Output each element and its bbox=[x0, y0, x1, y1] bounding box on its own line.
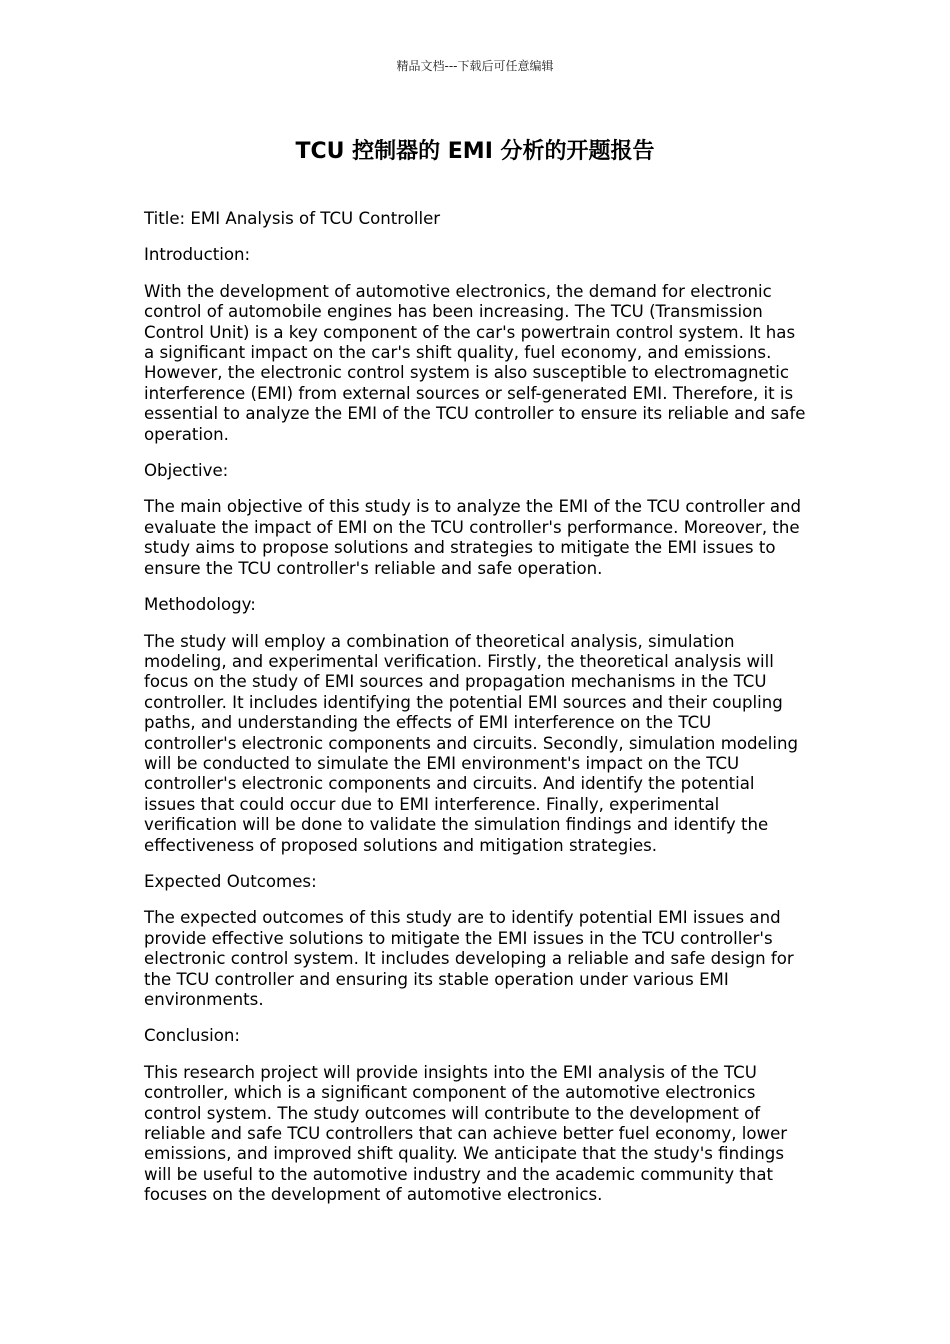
title-line: Title: EMI Analysis of TCU Controller bbox=[144, 209, 441, 228]
paragraph-introduction: With the development of automotive electronics, the demand for electronic control of automobile engines has been increasing. The TCU (Transmission Control Unit) is a key component of the car's powertrain control system. It has a significant impact on the car's shift quality, fuel economy, and emissions. However, the electronic control system is also susceptible to electromagnetic interference (EMI) from external sources or self-generated EMI. Therefore, it is essential to analyze the EMI of the TCU controller to ensure its reliable and safe operation. bbox=[144, 281, 806, 444]
paragraph-objective: The main objective of this study is to analyze the EMI of the TCU controller and evaluate the impact of EMI on the TCU controller's performance. Moreover, the study aims to propose solutions and strategies to mitigate the EMI issues to ensure the TCU controller's reliable and safe operation. bbox=[144, 497, 802, 578]
document-body bbox=[144, 209, 808, 1222]
paragraph-expected-outcomes: The expected outcomes of this study are to identify potential EMI issues and provide effective solutions to mitigate the EMI issues in the TCU controller's electronic control system. It includes developing a reliable and safe design for the TCU controller and ensuring its stable operation under various EMI environments. bbox=[144, 908, 794, 1009]
section-heading-objective: Objective: bbox=[144, 461, 229, 481]
section-heading-introduction: Introduction: bbox=[144, 245, 251, 265]
document-title: TCU 控制器的 EMI 分析的开题报告 bbox=[295, 139, 655, 164]
section-heading-conclusion: Conclusion: bbox=[144, 1026, 241, 1046]
paragraph-methodology: The study will employ a combination of theoretical analysis, simulation modeling, and experimental verification. Firstly, the theoretical analysis will focus on the study of EMI sources and propagation mechanisms in the TCU controller. It includes identifying the potential EMI sources and their coupling paths, and understanding the effects of EMI interference on the TCU controller's electronic components and circuits. Secondly, simulation modeling will be conducted to simulate the EMI environment's impact on the TCU controller's electronic components and circuits. And identify the potential issues that could occur due to EMI interference. Finally, experimental verification will be done to validate the simulation findings and identify the effectiveness of proposed solutions and mitigation strategies. bbox=[144, 631, 799, 855]
section-heading-methodology: Methodology: bbox=[144, 595, 256, 615]
paragraph-conclusion: This research project will provide insights into the EMI analysis of the TCU controller, which is a significant component of the automotive electronics control system. The study outcomes will contribute to the development of reliable and safe TCU controllers that can achieve better fuel economy, lower emissions, and improved shift quality. We anticipate that the study's findings will be useful to the automotive industry and the academic community that focuses on the development of automotive electronics. bbox=[144, 1062, 788, 1205]
header-note: 精品文档---下载后可任意编辑 bbox=[396, 59, 554, 73]
section-heading-expected-outcomes: Expected Outcomes: bbox=[144, 871, 317, 891]
